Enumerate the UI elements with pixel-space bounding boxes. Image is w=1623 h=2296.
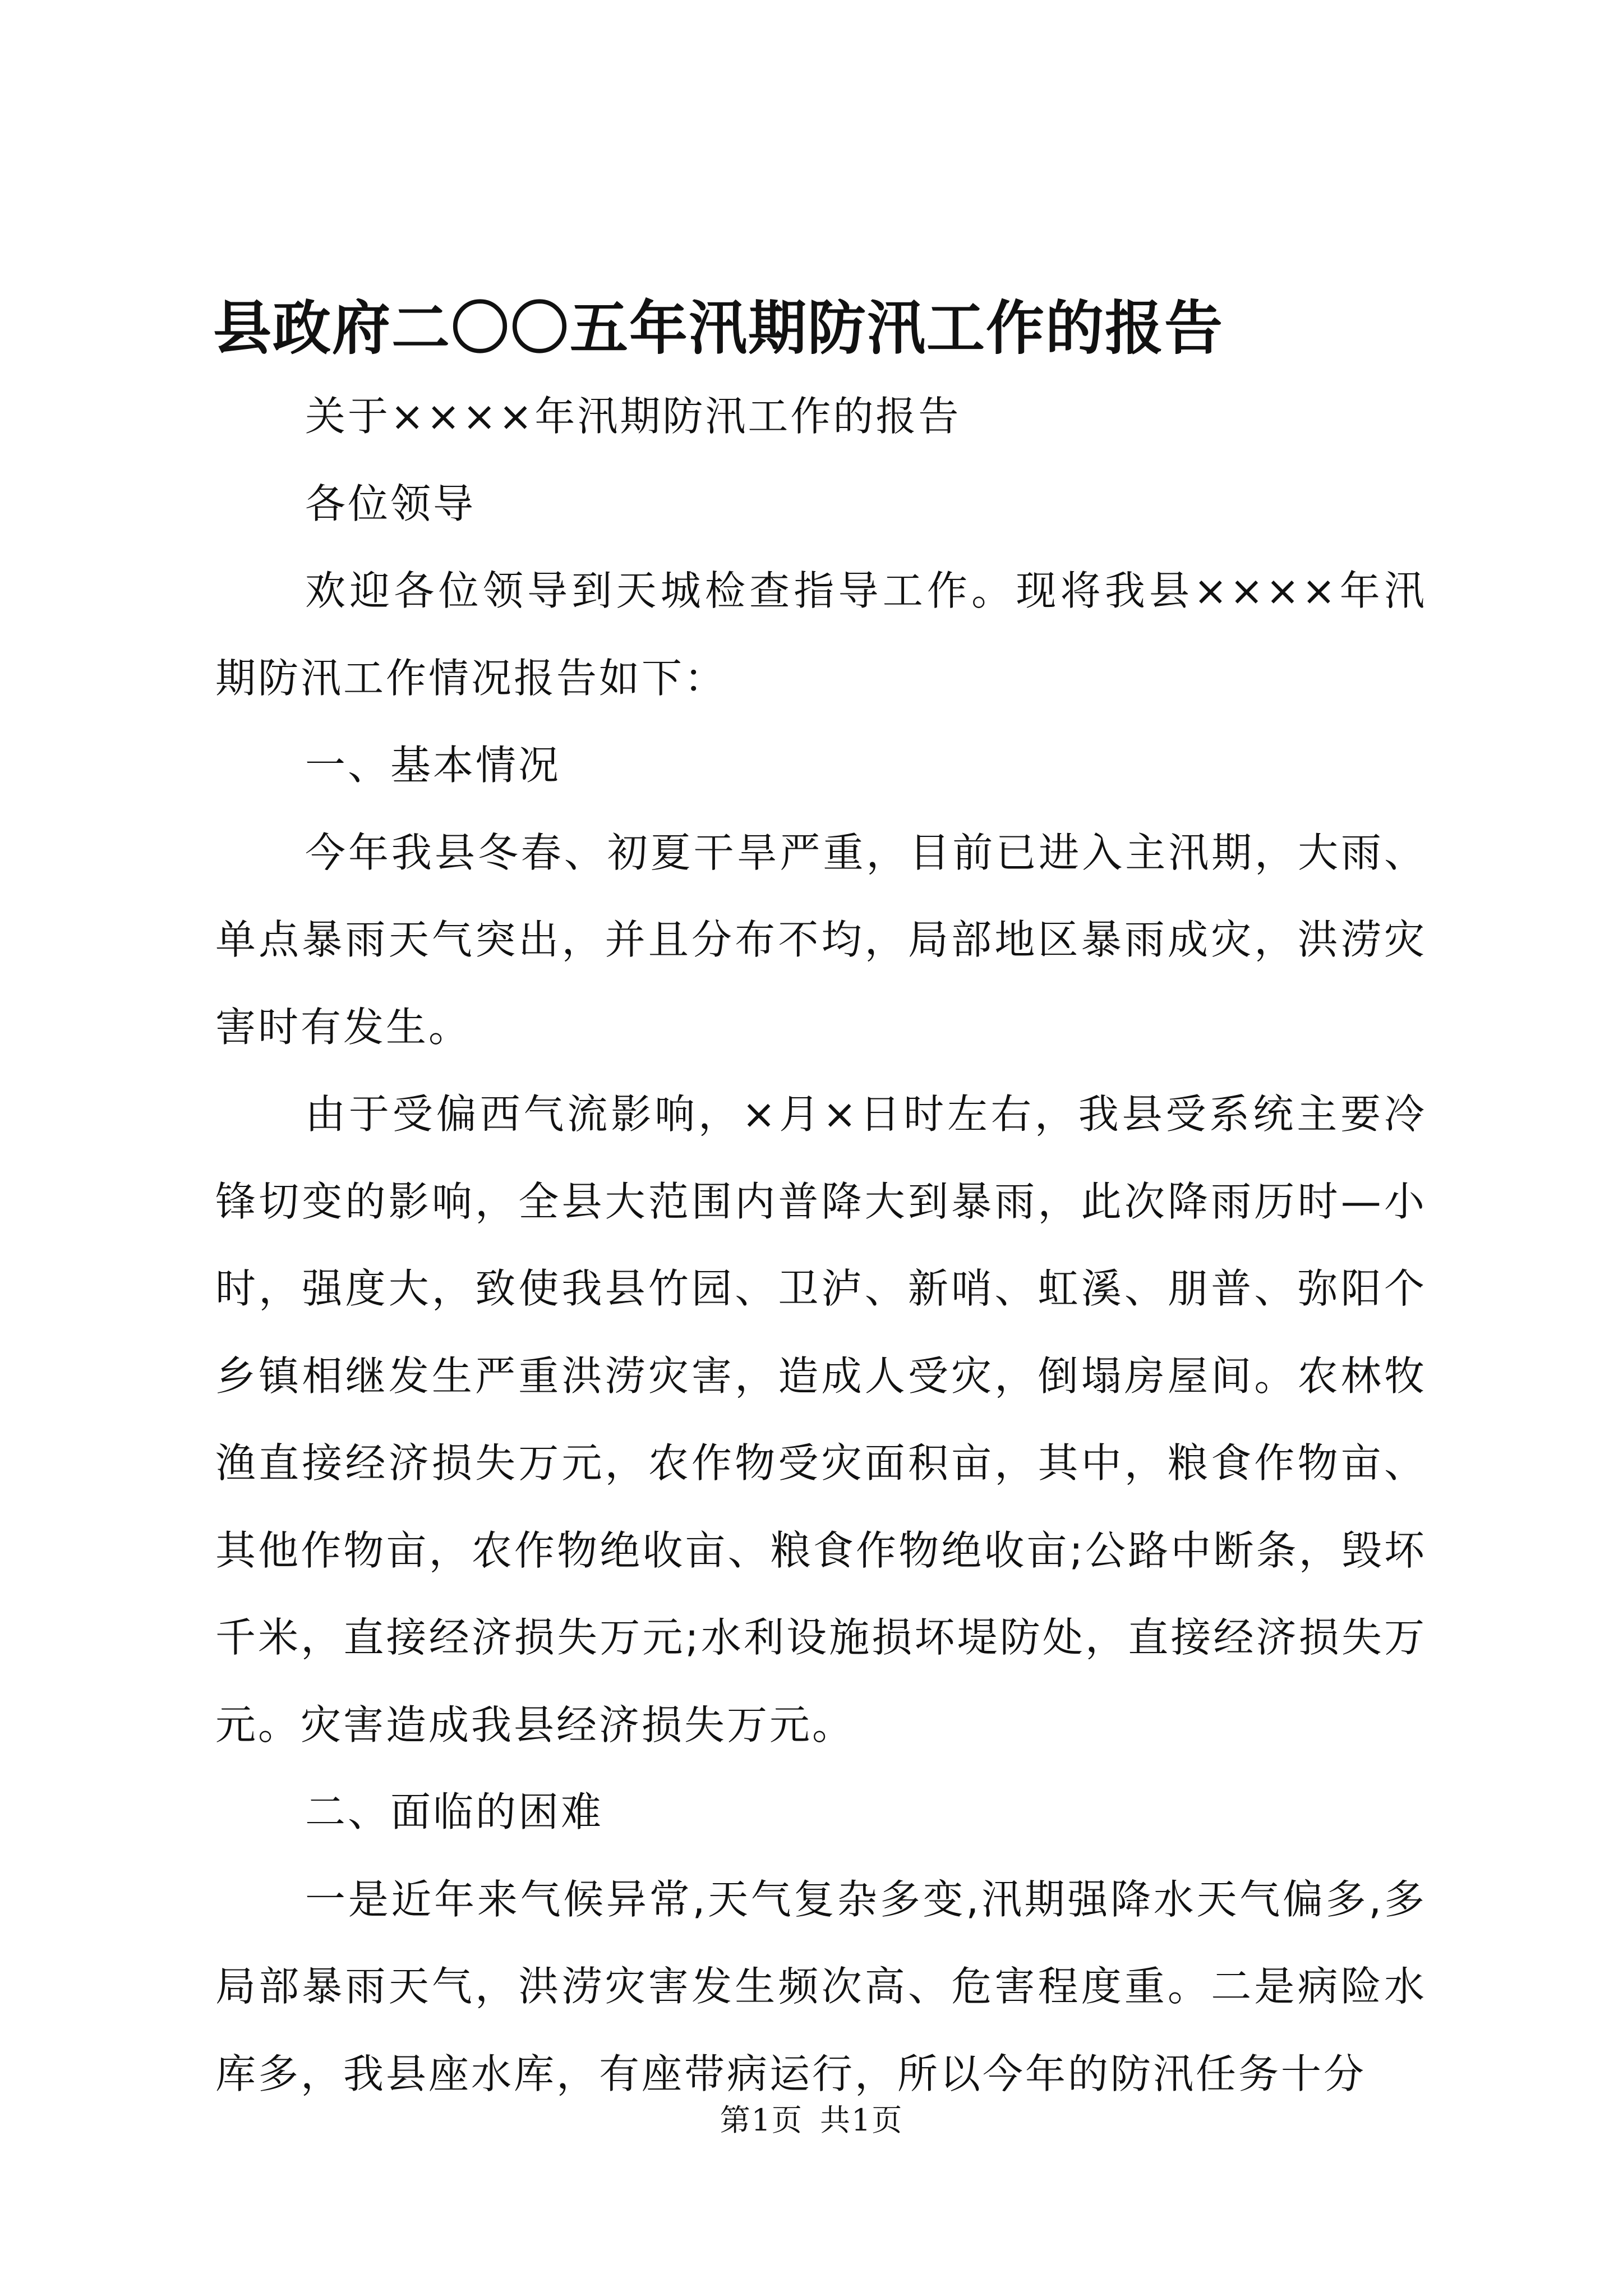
paragraph-salutation: 各位领导 xyxy=(305,480,476,527)
page-number: 第1页 xyxy=(720,2102,803,2138)
section-heading-basic-situation: 一、基本情况 xyxy=(305,742,561,789)
section-heading-difficulties: 二、面临的困难 xyxy=(305,1788,604,1835)
paragraph-flood-damage: 由于受偏西气流影响，×月×日时左右，我县受系统主要冷锋切变的影响，全县大范围内普降大到暴雨，此次降雨历时—小时，强度大，致使我县竹园、卫泸、新哨、虹溪、朋普、弥阳个乡镇相继发生严重洪涝灾害，造成人受灾，倒塌房屋间。农林牧渔直接经济损失万元，农作物受灾面积亩，其中，粮食作物亩、其他作物亩，农作物绝收亩、粮食作物绝收亩;公路中断条，毁坏千米，直接经济损失万元;水利设施损坏堤防处，直接经济损失万元。灾害造成我县经济损失万元。 xyxy=(215,1091,1427,1749)
page-total: 共1页 xyxy=(820,2102,903,2138)
document-body xyxy=(215,373,1427,2118)
document-title: 县政府二〇〇五年汛期防汛工作的报告 xyxy=(213,293,1224,362)
paragraph-intro: 欢迎各位领导到天城检查指导工作。现将我县××××年汛期防汛工作情况报告如下： xyxy=(215,567,1427,702)
paragraph-difficulties: 一是近年来气候异常,天气复杂多变,汛期强降水天气偏多,多局部暴雨天气，洪涝灾害发生频次高、危害程度重。二是病险水库多，我县座水库，有座带病运行，所以今年的防汛任务十分 xyxy=(215,1875,1427,2097)
page-footer xyxy=(0,2101,1623,2140)
paragraph-subtitle: 关于××××年汛期防汛工作的报告 xyxy=(305,393,961,440)
paragraph-drought: 今年我县冬春、初夏干旱严重，目前已进入主汛期，大雨、单点暴雨天气突出，并且分布不均，局部地区暴雨成灾，洪涝灾害时有发生。 xyxy=(215,829,1427,1051)
